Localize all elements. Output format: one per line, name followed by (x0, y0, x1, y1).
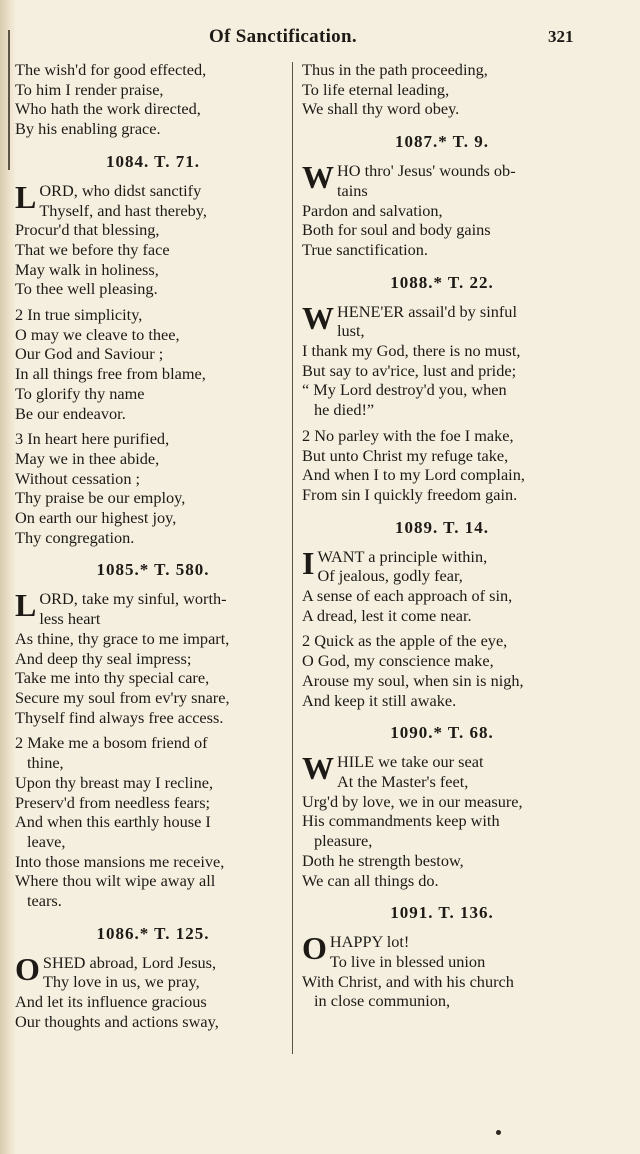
verse-line: Both for soul and body gains (302, 220, 491, 240)
verse-line: To him I render praise, (15, 79, 164, 99)
verse-line: O may we cleave to thee, (15, 324, 180, 344)
verse-line: The wish'd for good effected, (15, 60, 207, 79)
hymn-stanza (302, 752, 582, 890)
verse-line: May we in thee abide, (15, 448, 160, 468)
verse-line: Thyself, and hast thereby, (39, 200, 207, 220)
verse-line: A dread, lest it come near. (302, 605, 472, 625)
verse-line: Take me into thy special care, (15, 668, 210, 688)
drop-cap: O (302, 930, 327, 967)
hymn-stanza (302, 299, 582, 420)
verse-line: But say to av'rice, lust and pride; (302, 360, 517, 380)
verse-line: Of jealous, godly fear, (317, 566, 463, 586)
verse-line: Arouse my soul, when sin is nigh, (302, 670, 524, 690)
continuation-stanza (15, 60, 291, 139)
verse-line: To live in blessed union (329, 951, 486, 971)
verse-line: His commandments keep with (302, 811, 500, 831)
right-column (302, 60, 582, 1017)
verse-line: I thank my God, there is no must, (302, 341, 521, 361)
drop-cap: I (302, 544, 315, 581)
verse-line: Without cessation ; (15, 468, 141, 488)
verse-line: 2 Quick as the apple of the eye, (302, 631, 508, 651)
hymn-stanza (15, 589, 291, 727)
continuation-stanza (302, 60, 582, 119)
verse-line: SHED abroad, Lord Jesus, (42, 952, 217, 972)
hymn-heading: 1091. T. 136. (390, 903, 494, 923)
hymn-stanza (15, 950, 291, 1032)
verse-line: In all things free from blame, (15, 364, 206, 384)
verse-line: Be our endeavor. (15, 403, 126, 423)
drop-cap: W (302, 299, 334, 336)
verse-line: To thee well pleasing. (15, 279, 158, 299)
verse-line: Into those mansions me receive, (15, 851, 225, 871)
verse-line: WANT a principle within, (317, 546, 488, 566)
verse-line: HO thro' Jesus' wounds ob- (337, 161, 516, 181)
hymn-heading: 1088.* T. 22. (390, 272, 494, 292)
drop-cap: L (15, 587, 37, 624)
verse-line: less heart (39, 609, 101, 629)
verse-line: Our God and Saviour ; (15, 344, 164, 364)
hymn-heading: 1090.* T. 68. (390, 723, 494, 743)
verse-line: 2 Make me a bosom friend of (15, 733, 208, 753)
verse-line: Urg'd by love, we in our measure, (302, 791, 523, 811)
page-binding-edge (0, 0, 16, 1154)
verse-line: thine, (27, 753, 64, 773)
verse-line: Thy congregation. (15, 527, 135, 547)
verse-line: in close communion, (314, 991, 451, 1011)
verse-line: On earth our highest joy, (15, 508, 177, 528)
verse-line: Preserv'd from needless fears; (15, 792, 211, 812)
verse-line: Who hath the work directed, (15, 99, 201, 119)
hymn-heading: 1086.* T. 125. (96, 923, 210, 943)
hymn-stanza (15, 429, 291, 547)
verse-line: And when I to my Lord complain, (302, 465, 525, 485)
hymn-stanza (302, 631, 582, 710)
hymn-heading: 1087.* T. 9. (394, 132, 490, 152)
verse-line: O God, my conscience make, (302, 651, 494, 671)
verse-line: And let its influence gracious (15, 992, 207, 1012)
verse-line: tears. (27, 891, 62, 911)
verse-line: With Christ, and with his church (302, 971, 514, 991)
verse-line: As thine, thy grace to me impart, (15, 628, 230, 648)
hymn-stanza (302, 544, 582, 626)
verse-line: 2 In true simplicity, (15, 305, 143, 325)
verse-line: ORD, who didst sanctify (39, 180, 202, 200)
hymn-heading: 1085.* T. 580. (96, 560, 210, 580)
verse-line: From sin I quickly freedom gain. (302, 484, 518, 504)
verse-line: And deep thy seal impress; (15, 648, 192, 668)
verse-line: HENE'ER assail'd by sinful (337, 301, 517, 321)
verse-line: And when this earthly house I (15, 812, 211, 832)
verse-line: leave, (27, 831, 66, 851)
verse-line: HAPPY lot! (329, 932, 410, 952)
verse-line: And keep it still awake. (302, 690, 457, 710)
verse-line: Pardon and salvation, (302, 200, 443, 220)
hymn-heading: 1084. T. 71. (105, 151, 201, 171)
drop-cap: W (302, 750, 334, 787)
verse-line: HILE we take our seat (337, 752, 484, 772)
verse-line: To life eternal leading, (302, 79, 450, 99)
verse-line: Thus in the path proceeding, (302, 60, 488, 79)
drop-cap: L (15, 178, 37, 215)
ink-dot (496, 1130, 501, 1135)
verse-line: 2 No parley with the foe I make, (302, 425, 514, 445)
hymn-stanza (15, 305, 291, 423)
page-number: 321 (548, 27, 574, 46)
verse-line: Procur'd that blessing, (15, 220, 160, 240)
verse-line: tains (337, 180, 368, 200)
verse-line: True sanctification. (302, 239, 429, 259)
hymn-stanza (15, 733, 291, 910)
verse-line: Our thoughts and actions sway, (15, 1011, 219, 1031)
verse-line: he died!” (314, 400, 375, 420)
drop-cap: O (15, 950, 40, 987)
hymn-stanza (15, 178, 291, 299)
verse-line: May walk in holiness, (15, 259, 159, 279)
verse-line: ORD, take my sinful, worth- (39, 589, 227, 609)
verse-line: We shall thy word obey. (302, 99, 460, 119)
page-header (0, 26, 640, 52)
verse-line: Thy love in us, we pray, (42, 972, 200, 992)
verse-line: Where thou wilt wipe away all (15, 871, 216, 891)
verse-line: That we before thy face (15, 239, 170, 259)
verse-line: Thy praise be our employ, (15, 488, 186, 508)
verse-line: 3 In heart here purified, (15, 429, 170, 449)
verse-line: Doth he strength bestow, (302, 850, 464, 870)
verse-line: By his enabling grace. (15, 119, 161, 139)
verse-line: A sense of each approach of sin, (302, 586, 513, 606)
verse-line: Secure my soul from ev'ry snare, (15, 687, 230, 707)
left-column (15, 60, 291, 1038)
drop-cap: W (302, 159, 334, 196)
verse-line: To glorify thy name (15, 383, 145, 403)
verse-line: pleasure, (314, 831, 373, 851)
hymn-stanza (302, 426, 582, 505)
verse-line: But unto Christ my refuge take, (302, 445, 509, 465)
column-divider (292, 62, 293, 1054)
verse-line: Upon thy breast may I recline, (15, 772, 214, 792)
verse-line: “ My Lord destroy'd you, when (302, 380, 507, 400)
hymn-stanza (302, 161, 582, 260)
verse-line: We can all things do. (302, 870, 439, 890)
verse-line: lust, (337, 321, 365, 341)
verse-line: At the Master's feet, (337, 771, 469, 791)
page-title: Of Sanctification. (209, 26, 357, 47)
hymn-heading: 1089. T. 14. (394, 517, 490, 537)
verse-line: Thyself find always free access. (15, 707, 224, 727)
hymn-stanza (302, 932, 582, 1011)
